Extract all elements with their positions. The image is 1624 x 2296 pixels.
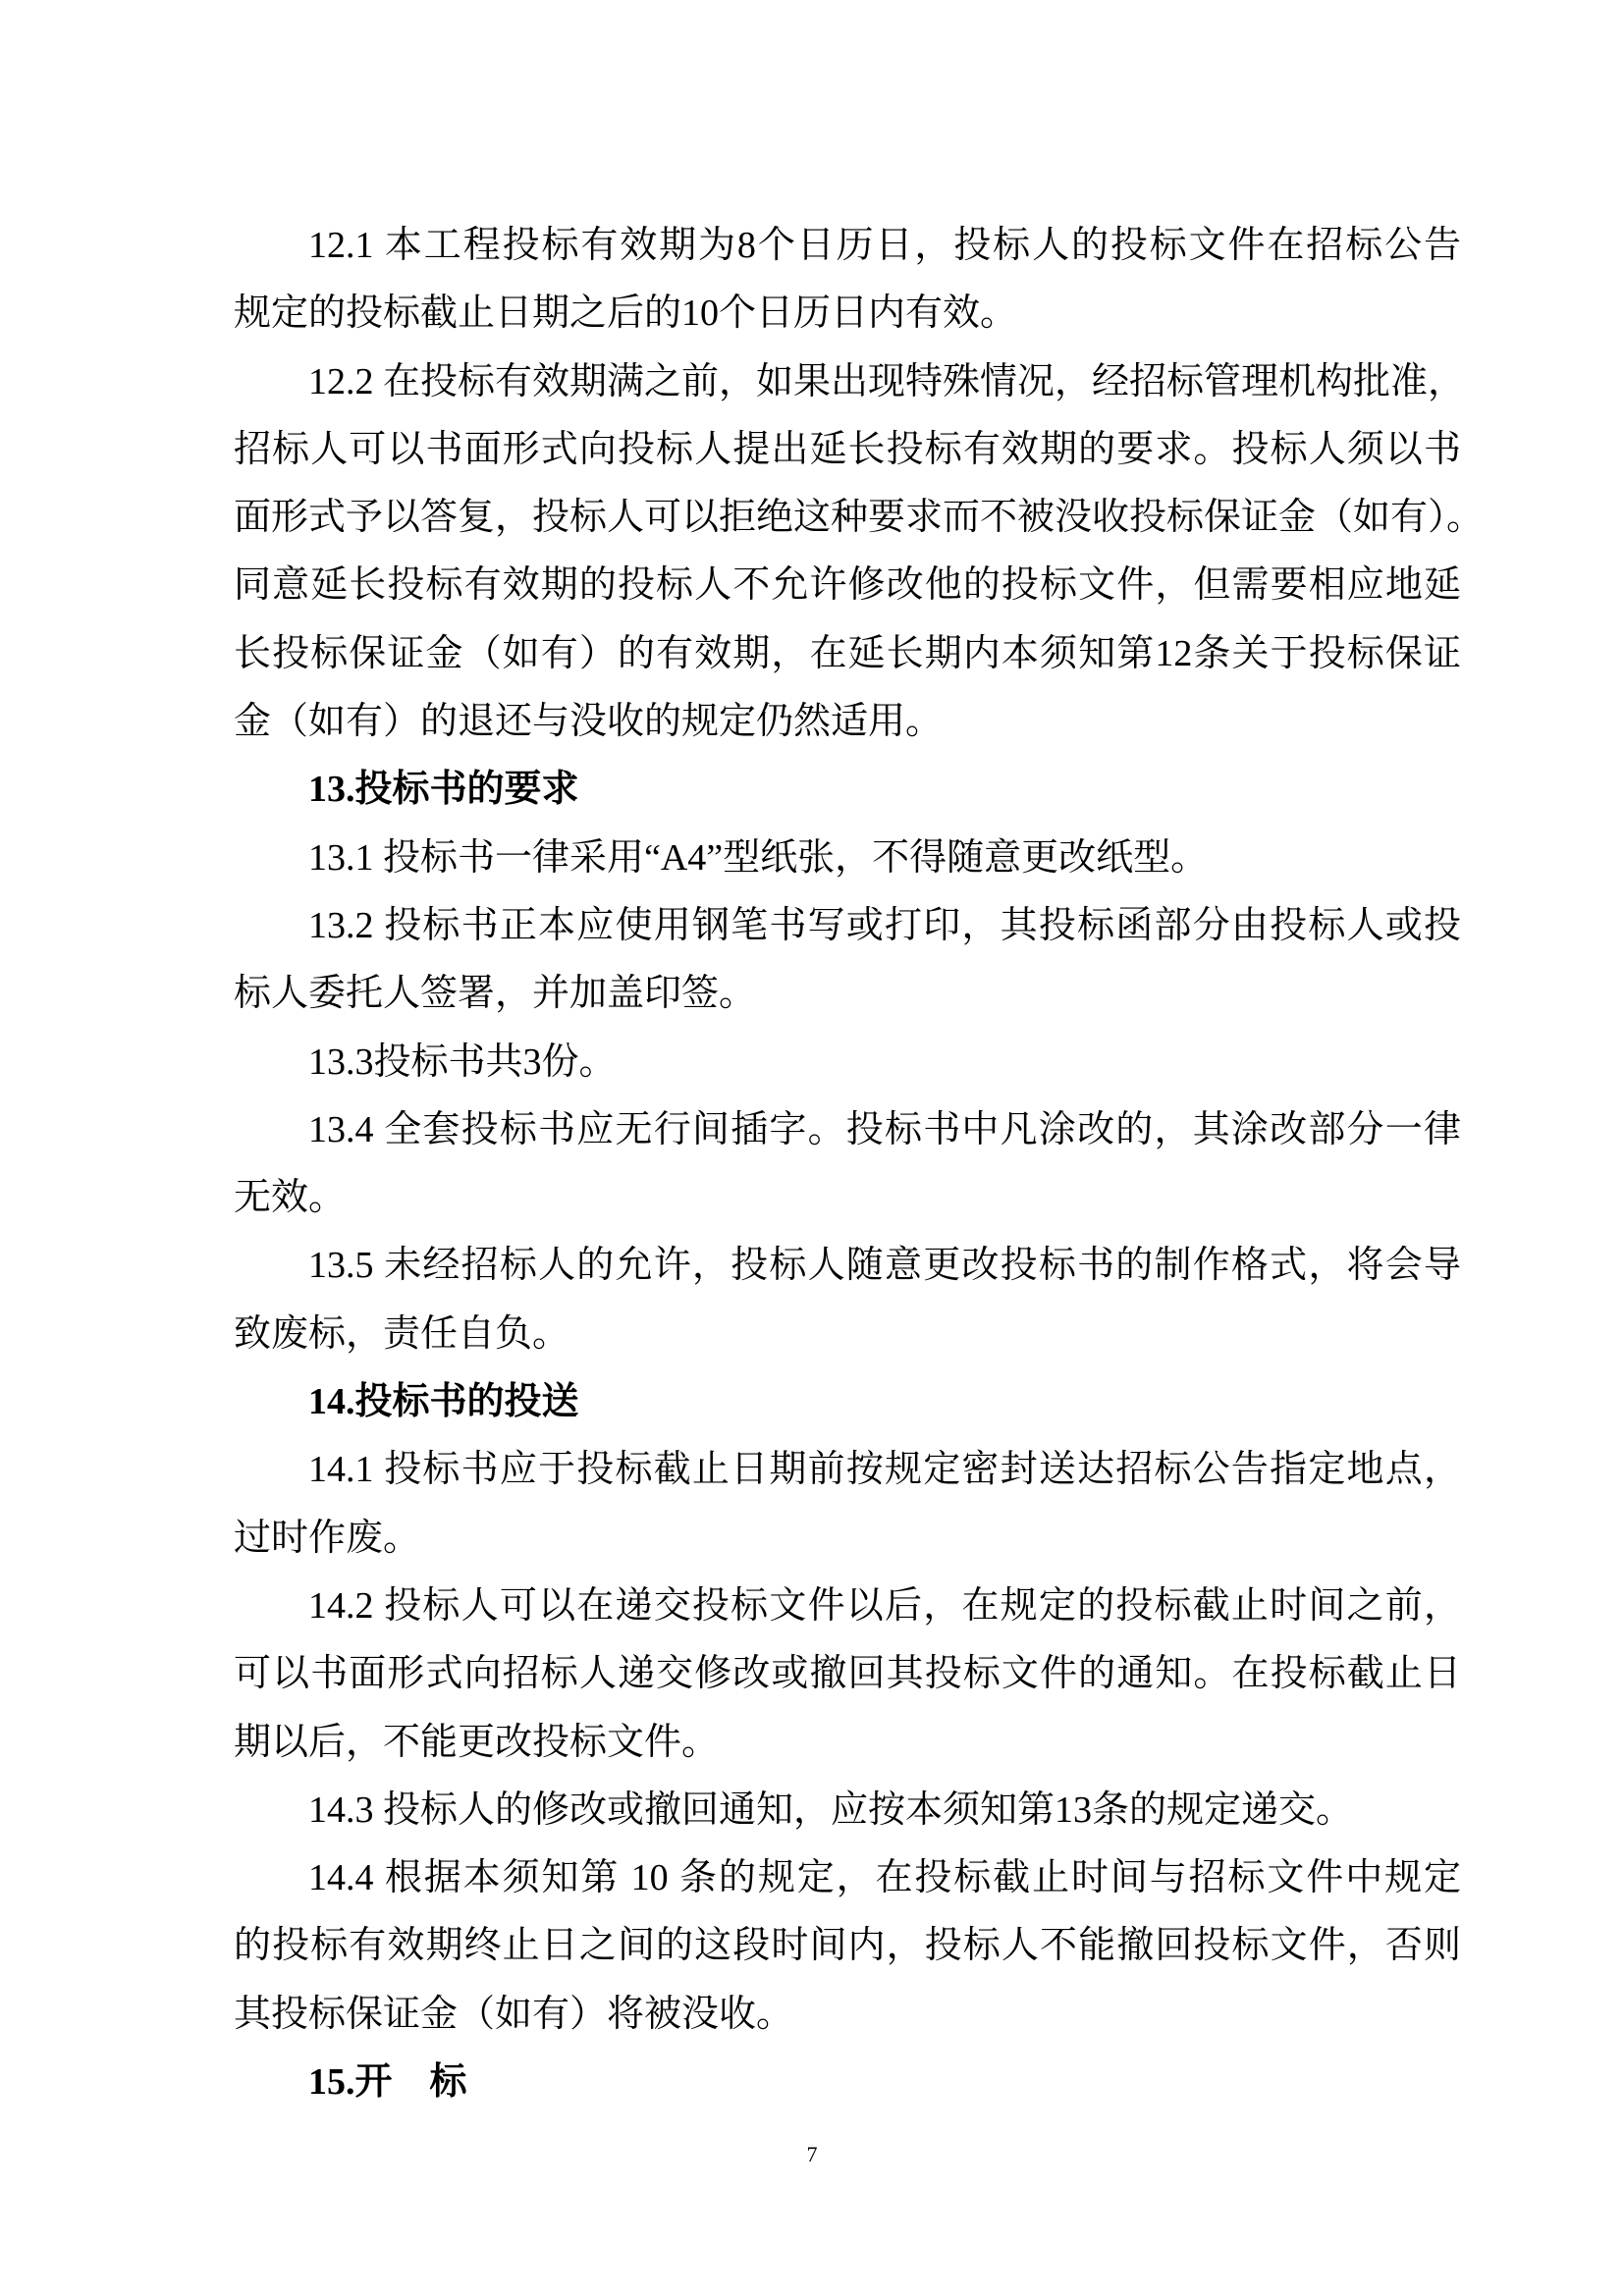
section-heading: [234, 1368, 1461, 1436]
text-line: 15.开 标: [308, 2061, 467, 2104]
paragraph: [234, 1573, 1461, 1777]
paragraph: [234, 1844, 1461, 2049]
paragraph: [234, 1029, 1461, 1096]
text-line: 13.4 全套投标书应无行间插字。投标书中凡涂改的，其涂改部分一律: [308, 1108, 1461, 1150]
text-line: 面形式予以答复，投标人可以拒绝这种要求而不被没收投标保证金（如有）。: [234, 497, 1485, 539]
text-line: 标人委托人签署，并加盖印签。: [234, 973, 757, 1015]
text-line: 12.1 本工程投标有效期为8个日历日，投标人的投标文件在招标公告: [308, 225, 1461, 266]
page-number: 7: [806, 2142, 818, 2166]
text-line: 同意延长投标有效期的投标人不允许修改他的投标文件，但需要相应地延: [234, 564, 1461, 607]
text-line: 致废标，责任自负。: [234, 1312, 570, 1355]
paragraph: [234, 825, 1461, 892]
text-line: 13.2 投标书正本应使用钢笔书写或打印，其投标函部分由投标人或投: [308, 904, 1461, 946]
text-line: 13.3投标书共3份。: [308, 1041, 617, 1083]
text-line: 13.投标书的要求: [308, 769, 579, 811]
paragraph: [234, 892, 1461, 1029]
text-line: 14.2 投标人可以在递交投标文件以后，在规定的投标截止时间之前，: [308, 1584, 1461, 1627]
section-heading: [234, 2049, 1461, 2116]
text-line: 14.4 根据本须知第 10 条的规定，在投标截止时间与招标文件中规定: [308, 1857, 1461, 1899]
paragraph: [234, 1096, 1461, 1233]
document-body: [234, 212, 1485, 2116]
paragraph: [234, 1777, 1461, 1844]
text-line: 期以后，不能更改投标文件。: [234, 1721, 720, 1763]
text-line: 无效。: [234, 1177, 347, 1219]
paragraph: [234, 348, 1485, 757]
text-line: 的投标有效期终止日之间的这段时间内，投标人不能撤回投标文件，否则: [234, 1925, 1461, 1967]
text-line: 其投标保证金（如有）将被没收。: [234, 1993, 794, 2035]
paragraph: [234, 1232, 1461, 1368]
paragraph: [234, 212, 1461, 348]
text-line: 过时作废。: [234, 1517, 421, 1559]
text-line: 可以书面形式向招标人递交修改或撤回其投标文件的通知。在投标截止日: [234, 1653, 1461, 1695]
text-line: 12.2 在投标有效期满之前，如果出现特殊情况，经招标管理机构批准，: [308, 360, 1466, 402]
paragraph: [234, 1436, 1461, 1573]
text-line: 规定的投标截止日期之后的10个日历日内有效。: [234, 293, 1018, 335]
text-line: 14.1 投标书应于投标截止日期前按规定密封送达招标公告指定地点，: [308, 1449, 1461, 1491]
text-line: 招标人可以书面形式向投标人提出延长投标有效期的要求。投标人须以书: [234, 428, 1461, 470]
text-line: 金（如有）的退还与没收的规定仍然适用。: [234, 701, 944, 743]
text-line: 14.投标书的投送: [308, 1381, 579, 1423]
text-line: 13.5 未经招标人的允许，投标人随意更改投标书的制作格式，将会导: [308, 1245, 1461, 1287]
text-line: 13.1 投标书一律采用“A4”型纸张，不得随意更改纸型。: [308, 836, 1209, 879]
text-line: 14.3 投标人的修改或撤回通知，应按本须知第13条的规定递交。: [308, 1789, 1354, 1831]
section-heading: [234, 756, 1461, 824]
text-line: 长投标保证金（如有）的有效期，在延长期内本须知第12条关于投标保证: [234, 632, 1461, 674]
